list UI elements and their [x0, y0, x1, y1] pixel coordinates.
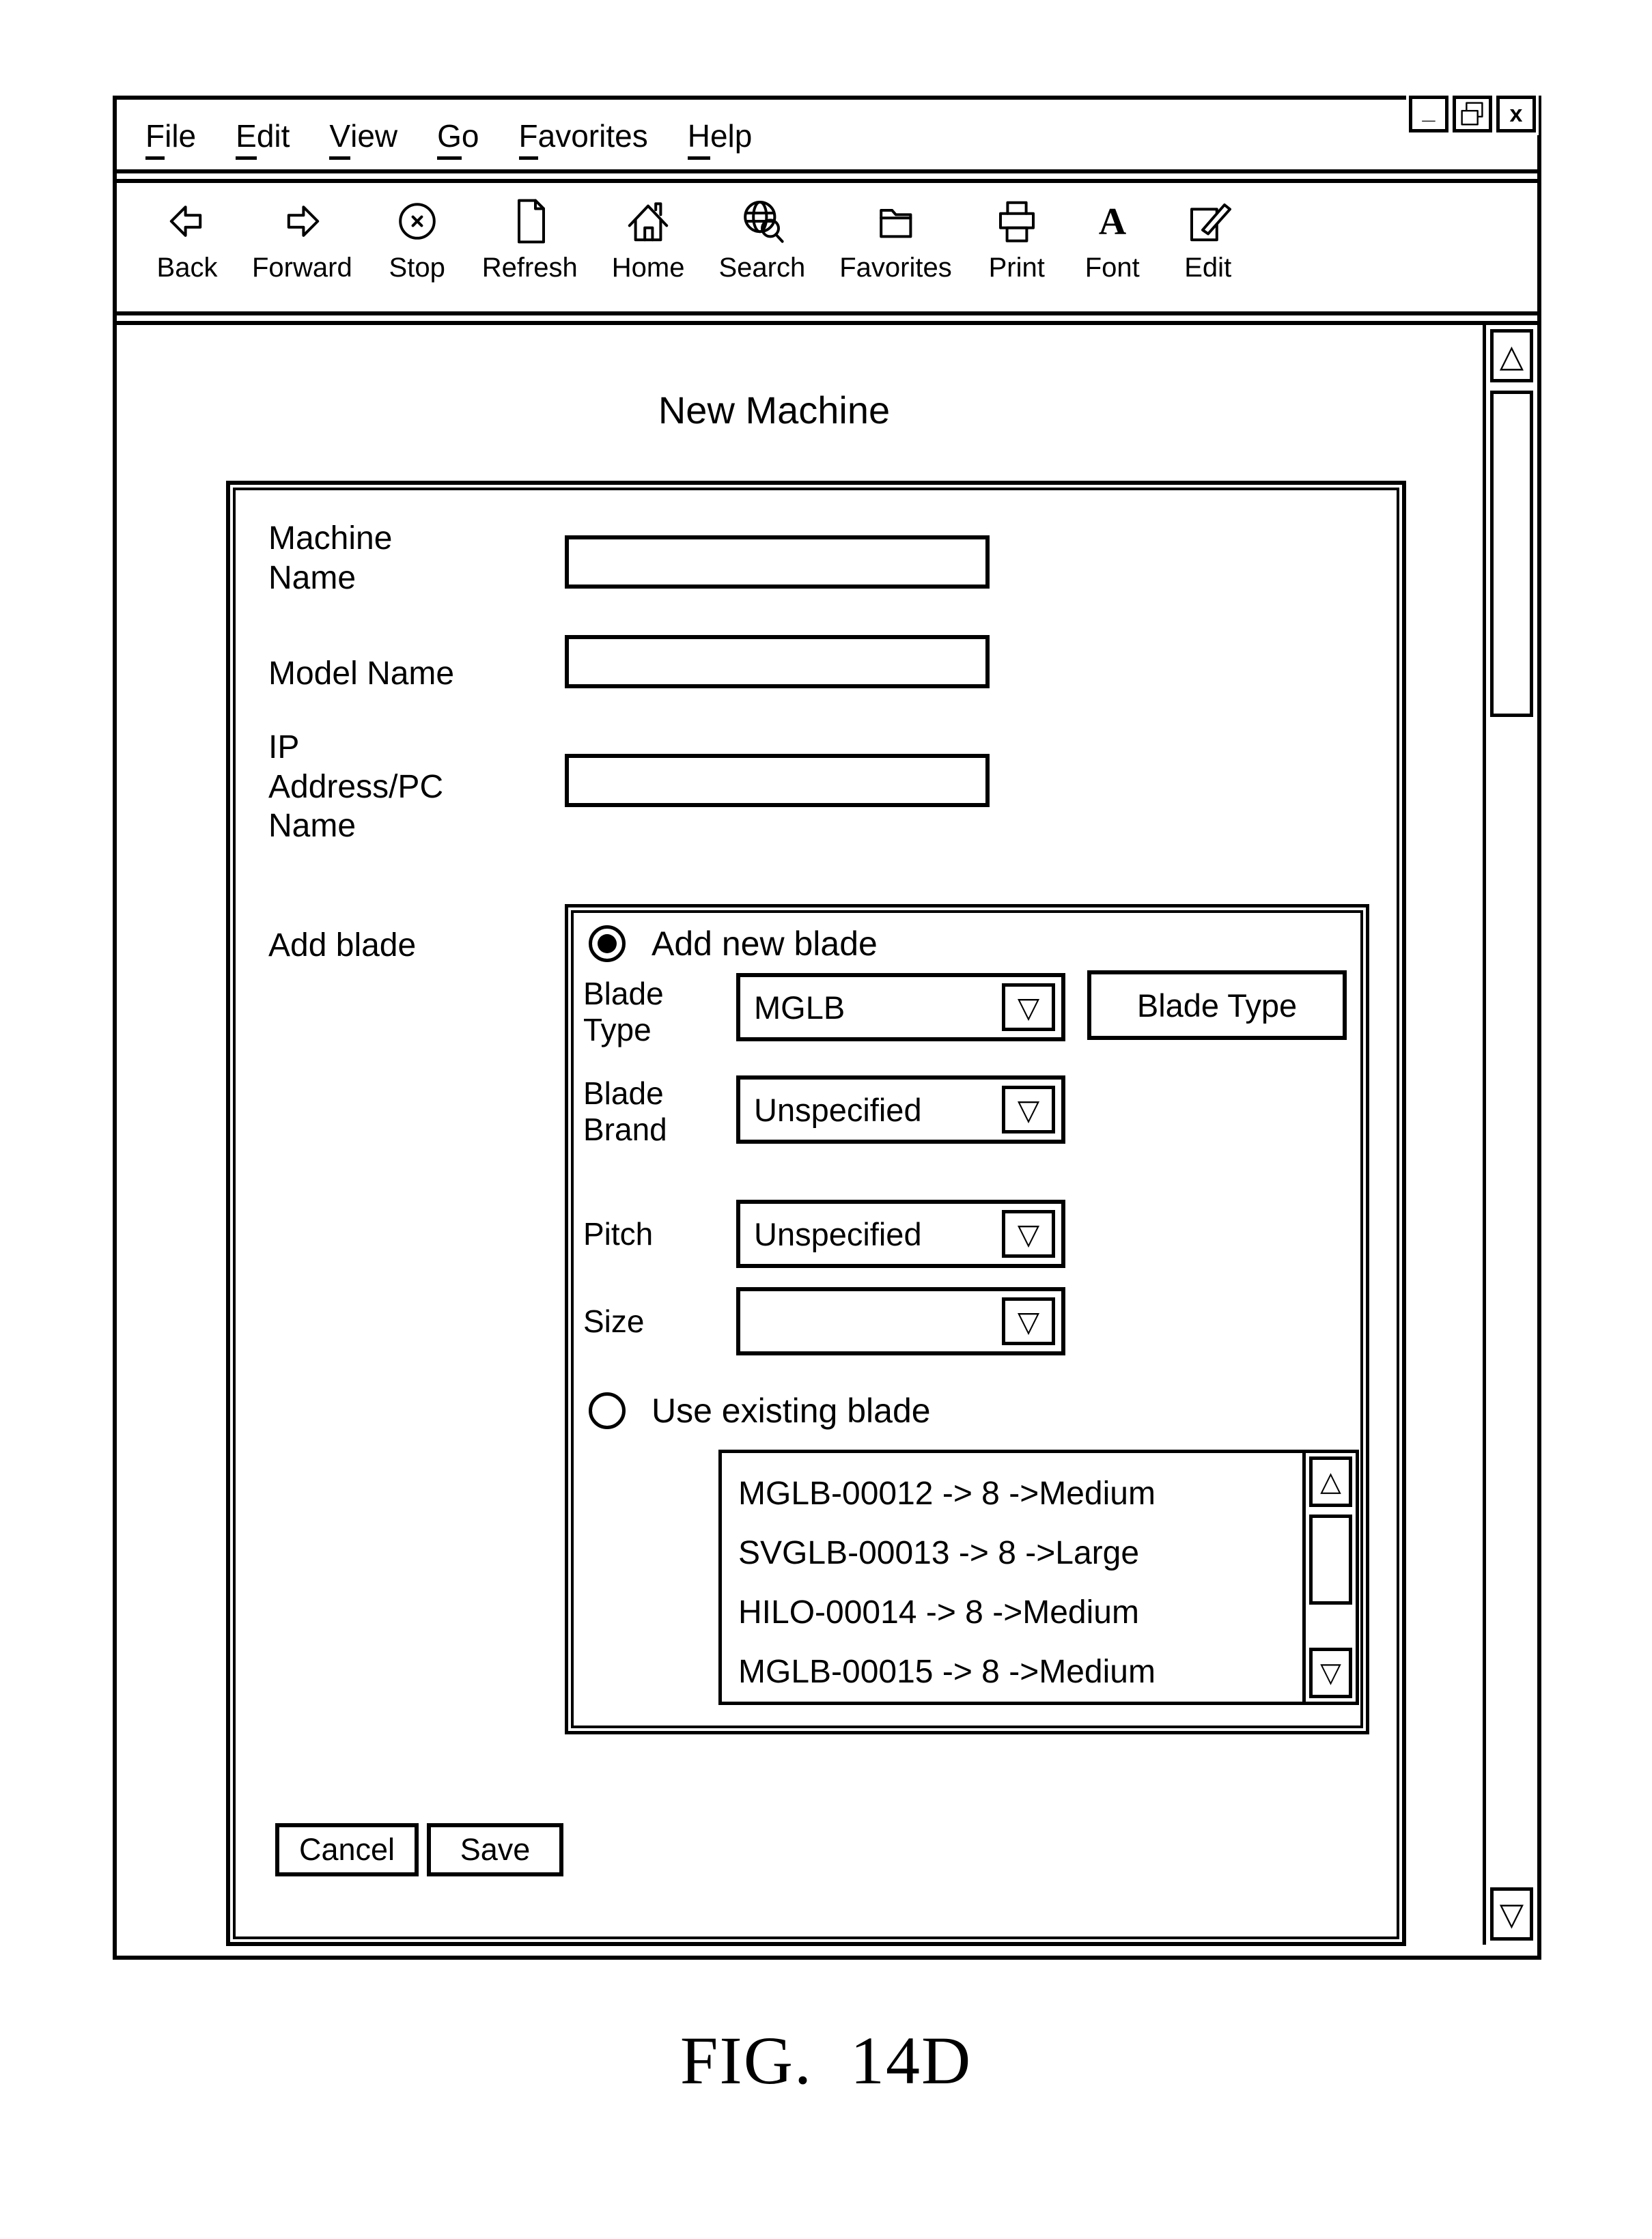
- add-new-blade-label: Add new blade: [652, 925, 878, 963]
- dropdown-arrow-icon[interactable]: ▽: [1002, 1086, 1055, 1133]
- restore-icon: [1456, 98, 1489, 130]
- list-scrollbar-thumb[interactable]: [1309, 1515, 1352, 1605]
- list-item[interactable]: MGLB-00015 -> 8 ->Medium: [738, 1654, 1156, 1690]
- browser-window: [113, 96, 1541, 1960]
- menu-favorites[interactable]: Favorites: [519, 117, 648, 160]
- save-button[interactable]: Save: [427, 1823, 563, 1876]
- pitch-label: Pitch: [583, 1216, 654, 1252]
- cancel-button[interactable]: Cancel: [275, 1823, 419, 1876]
- scroll-down-icon: ▽: [1499, 1896, 1524, 1932]
- menu-bar: [117, 100, 1537, 169]
- refresh-icon: [503, 194, 557, 249]
- blade-brand-select[interactable]: Unspecified ▽: [736, 1075, 1065, 1144]
- favorites-icon: [868, 194, 923, 249]
- use-existing-blade-radio[interactable]: [589, 1392, 626, 1429]
- existing-blades-list[interactable]: [718, 1450, 1359, 1705]
- scroll-down-button[interactable]: [1490, 1887, 1533, 1941]
- toolbar-favorites[interactable]: Favorites: [839, 194, 952, 283]
- blade-type-label: Blade Type: [583, 976, 664, 1047]
- model-name-label: Model Name: [268, 656, 455, 692]
- print-icon: [990, 194, 1044, 249]
- svg-text:A: A: [1098, 201, 1126, 244]
- menu-go[interactable]: Go: [437, 117, 479, 160]
- dropdown-arrow-icon[interactable]: ▽: [1002, 1210, 1055, 1258]
- add-blade-group: [565, 904, 1369, 1734]
- browser-content: [117, 325, 1537, 1945]
- new-machine-form: [226, 481, 1406, 1946]
- stop-icon: [390, 194, 445, 249]
- menu-file[interactable]: File: [145, 117, 196, 160]
- main-scrollbar[interactable]: [1483, 325, 1537, 1945]
- toolbar-search[interactable]: Search: [718, 194, 805, 283]
- scrollbar-thumb[interactable]: [1490, 391, 1533, 717]
- list-item[interactable]: MGLB-00012 -> 8 ->Medium: [738, 1476, 1156, 1512]
- scroll-down-icon: ▽: [1320, 1658, 1341, 1688]
- edit-icon: [1181, 194, 1235, 249]
- add-blade-label: Add blade: [268, 927, 417, 963]
- toolbar-refresh[interactable]: Refresh: [482, 194, 578, 283]
- blade-type-button[interactable]: Blade Type: [1087, 970, 1347, 1040]
- add-new-blade-radio[interactable]: [589, 925, 626, 962]
- search-icon: [735, 194, 789, 249]
- pitch-select[interactable]: Unspecified ▽: [736, 1200, 1065, 1268]
- font-icon: [1085, 194, 1140, 249]
- figure-caption: FIG. 14D: [680, 2023, 972, 2098]
- window-controls: [1406, 93, 1539, 135]
- menu-separator: [117, 169, 1537, 183]
- dropdown-arrow-icon[interactable]: ▽: [1002, 983, 1055, 1031]
- toolbar-font[interactable]: A Font: [1082, 194, 1143, 283]
- blade-brand-label: Blade Brand: [583, 1075, 667, 1147]
- list-item[interactable]: SVGLB-00013 -> 8 ->Large: [738, 1535, 1140, 1571]
- toolbar: [117, 183, 1537, 311]
- toolbar-stop[interactable]: Stop: [387, 194, 448, 283]
- list-scroll-down-button[interactable]: [1309, 1648, 1352, 1698]
- close-button[interactable]: x: [1496, 96, 1536, 132]
- use-existing-blade-label: Use existing blade: [652, 1392, 931, 1430]
- size-label: Size: [583, 1304, 645, 1339]
- list-item[interactable]: HILO-00014 -> 8 ->Medium: [738, 1594, 1139, 1631]
- model-name-input[interactable]: [565, 635, 990, 688]
- toolbar-edit[interactable]: Edit: [1177, 194, 1239, 283]
- toolbar-forward[interactable]: Forward: [252, 194, 352, 283]
- toolbar-separator: [117, 311, 1537, 325]
- menu-view[interactable]: View: [329, 117, 397, 160]
- page-title: New Machine: [658, 389, 891, 432]
- dropdown-arrow-icon[interactable]: ▽: [1002, 1297, 1055, 1345]
- forward-icon: [275, 194, 329, 249]
- machine-name-label: Machine Name: [268, 520, 393, 596]
- home-icon: [621, 194, 675, 249]
- scroll-up-icon: △: [1320, 1467, 1341, 1497]
- ip-address-label: IP Address/PC Name: [268, 729, 444, 845]
- ip-address-input[interactable]: [565, 754, 990, 807]
- menu-edit[interactable]: Edit: [236, 117, 290, 160]
- list-scroll-up-button[interactable]: [1309, 1456, 1352, 1507]
- scroll-up-icon: △: [1499, 338, 1524, 374]
- toolbar-print[interactable]: Print: [986, 194, 1048, 283]
- toolbar-home[interactable]: Home: [612, 194, 685, 283]
- machine-name-input[interactable]: [565, 535, 990, 589]
- menu-help[interactable]: Help: [688, 117, 753, 160]
- minimize-button[interactable]: _: [1409, 96, 1448, 132]
- list-scrollbar[interactable]: [1302, 1453, 1356, 1702]
- scroll-up-button[interactable]: [1490, 329, 1533, 382]
- blade-type-select[interactable]: MGLB ▽: [736, 973, 1065, 1041]
- restore-button[interactable]: [1453, 96, 1492, 132]
- toolbar-back[interactable]: Back: [156, 194, 218, 283]
- back-icon: [160, 194, 214, 249]
- size-select[interactable]: [736, 1287, 1065, 1355]
